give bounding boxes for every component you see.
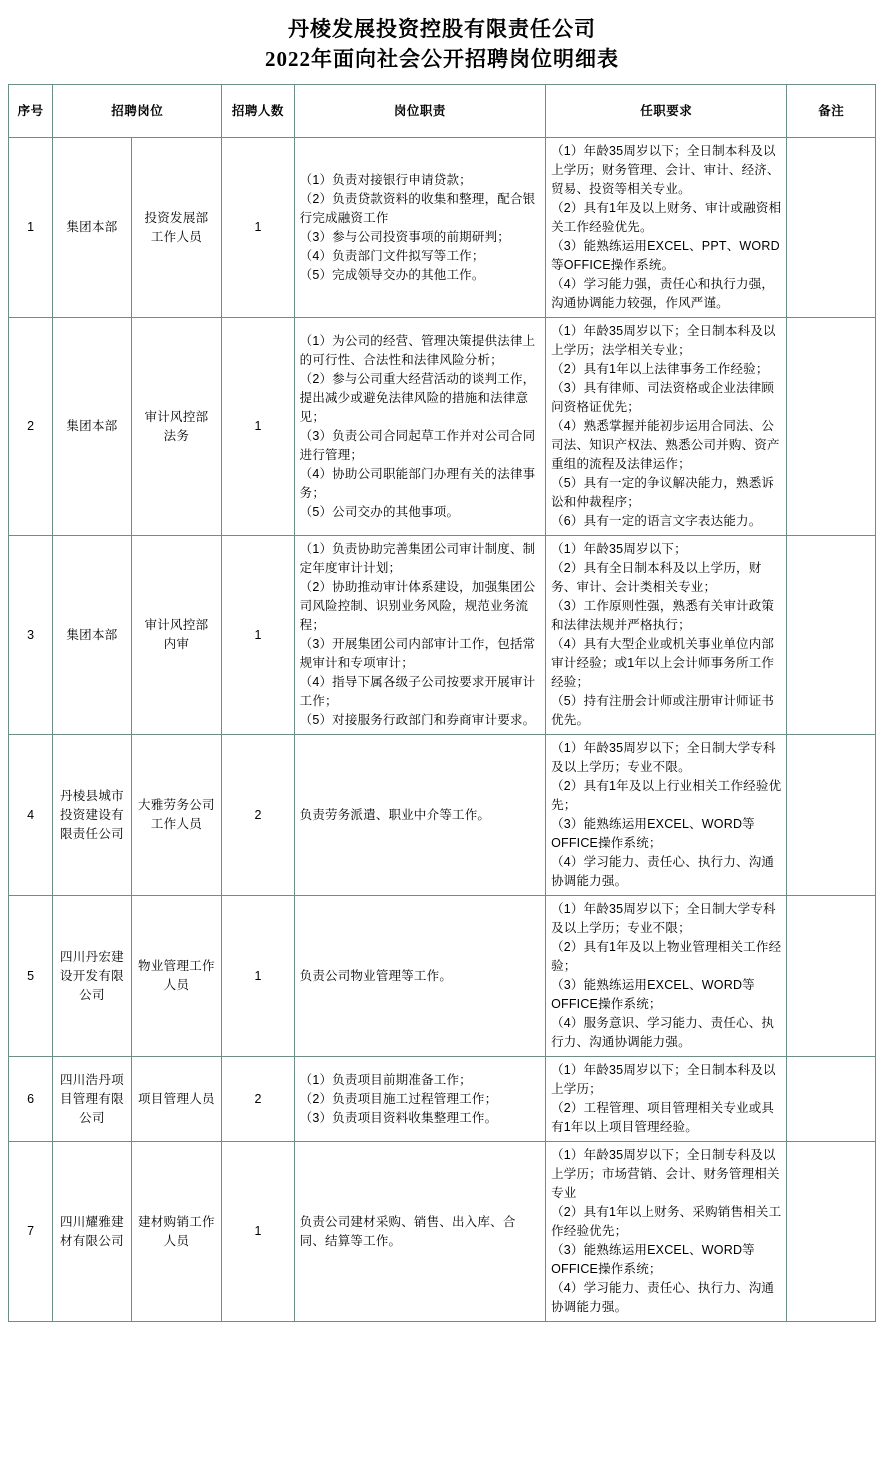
cell-line: 建材购销工作人员: [138, 1214, 215, 1248]
cell-line: 集团本部: [66, 627, 118, 642]
page-title-line2: 2022年面向社会公开招聘岗位明细表: [265, 47, 619, 71]
table-row: [9, 318, 876, 536]
cell-post: [131, 1057, 222, 1142]
cell-line: 1: [254, 968, 262, 983]
cell-duty: [294, 318, 545, 536]
cell-line: （4）学习能力、责任心、执行力、沟通协调能力强。: [551, 1281, 775, 1314]
table-row: [9, 896, 876, 1057]
cell-duty: [294, 735, 545, 896]
cell-index: [9, 138, 53, 318]
cell-line: 7: [27, 1224, 35, 1238]
cell-duty: [294, 1057, 545, 1142]
cell-line: 工作人员: [150, 229, 203, 244]
cell-note: [787, 735, 876, 896]
cell-line: 2: [27, 419, 35, 433]
cell-duty: [294, 896, 545, 1057]
cell-line: 6: [27, 1091, 35, 1106]
cell-requirement: [546, 536, 787, 735]
cell-line: （1）为公司的经营、管理决策提供法律上的可行性、合法性和法律风险分析；: [299, 333, 536, 367]
cell-index: [9, 536, 53, 735]
cell-line: （1）年龄35周岁以下；全日制大学专科及以上学历；专业不限；: [551, 902, 776, 935]
cell-line: 内审: [163, 637, 190, 651]
cell-line: （3）负责公司合同起草工作并对公司合同进行管理；: [299, 428, 536, 462]
cell-line: 3: [27, 627, 35, 642]
cell-unit: [53, 318, 131, 536]
cell-line: （4）服务意识、学习能力、责任心、执行力、沟通协调能力强。: [551, 1016, 775, 1049]
cell-line: （3）能熟练运用EXCEL、WORD等OFFICE操作系统；: [551, 817, 755, 850]
cell-line: （1）负责协助完善集团公司审计制度、制定年度审计计划；: [299, 542, 536, 575]
cell-line: （5）对接服务行政部门和券商审计要求。: [299, 713, 536, 727]
table-row: [9, 735, 876, 896]
cell-count: [222, 138, 294, 318]
cell-post: [131, 1142, 222, 1322]
cell-line: 2: [254, 1091, 262, 1106]
table-row: [9, 138, 876, 318]
cell-line: （2）负责贷款资料的收集和整理，配合银行完成融资工作: [299, 191, 536, 225]
cell-line: （4）负责部门文件拟写等工作；: [299, 248, 485, 263]
cell-line: 集团本部: [66, 419, 118, 433]
cell-count: [222, 896, 294, 1057]
cell-line: （1）年龄35周岁以下；全日制本科及以上学历；: [551, 1063, 776, 1096]
cell-note: [787, 536, 876, 735]
cell-line: （2）具有1年以上法律事务工作经验；: [551, 362, 769, 376]
cell-index: [9, 735, 53, 896]
cell-line: （2）具有1年及以上财务、审计或融资相关工作经验优先。: [551, 201, 782, 234]
cell-unit: [53, 896, 131, 1057]
cell-index: [9, 896, 53, 1057]
cell-post: [131, 735, 222, 896]
cell-requirement: [546, 138, 787, 318]
cell-line: （1）负责对接银行申请贷款；: [299, 172, 472, 187]
cell-unit: [53, 1142, 131, 1322]
cell-duty: [294, 536, 545, 735]
cell-unit: [53, 735, 131, 896]
cell-line: 1: [27, 220, 35, 234]
cell-line: （3）工作原则性强，熟悉有关审计政策和法律法规并严格执行；: [551, 599, 775, 632]
cell-line: （1）负责项目前期准备工作；: [299, 1072, 472, 1087]
cell-line: 集团本部: [66, 220, 118, 234]
column-header-requirement: 任职要求: [546, 85, 787, 138]
cell-line: 四川丹宏建设开发有限公司: [59, 949, 124, 1002]
cell-post: [131, 318, 222, 536]
table-row: [9, 536, 876, 735]
cell-line: 审计风控部: [144, 409, 209, 424]
recruitment-table: [8, 84, 876, 1322]
cell-line: （2）参与公司重大经营活动的谈判工作，提出减少或避免法律风险的措施和法律意见；: [299, 371, 536, 424]
cell-note: [787, 138, 876, 318]
column-header-post: 招聘岗位: [53, 85, 222, 138]
cell-line: （3）开展集团公司内部审计工作，包括常规审计和专项审计；: [299, 637, 536, 670]
cell-line: （6）具有一定的语言文字表达能力。: [551, 514, 762, 528]
cell-line: （2）具有1年及以上行业相关工作经验优先；: [551, 779, 782, 812]
cell-line: 5: [27, 968, 35, 983]
cell-requirement: [546, 318, 787, 536]
cell-line: 项目管理人员: [138, 1091, 215, 1106]
cell-count: [222, 318, 294, 536]
cell-line: （3）负责项目资料收集整理工作。: [299, 1110, 498, 1125]
cell-line: （2）协助推动审计体系建设，加强集团公司风险控制、识别业务风险，规范业务流程；: [299, 580, 536, 632]
cell-line: （1）年龄35周岁以下；全日制大学专科及以上学历；专业不限。: [551, 741, 776, 774]
cell-requirement: [546, 896, 787, 1057]
cell-count: [222, 536, 294, 735]
column-header-count: 招聘人数: [222, 85, 294, 138]
page-title: [8, 10, 876, 76]
cell-line: 1: [254, 627, 262, 642]
cell-duty: [294, 138, 545, 318]
cell-unit: [53, 1057, 131, 1142]
cell-note: [787, 318, 876, 536]
cell-requirement: [546, 1057, 787, 1142]
column-header-note: 备注: [787, 85, 876, 138]
cell-count: [222, 1057, 294, 1142]
column-header-index: 序号: [9, 85, 53, 138]
page-title-line1: 丹棱发展投资控股有限责任公司: [288, 17, 596, 41]
cell-line: 1: [254, 1224, 262, 1238]
cell-line: 负责劳务派遣、职业中介等工作。: [299, 807, 491, 822]
cell-line: （2）负责项目施工过程管理工作；: [299, 1091, 498, 1106]
cell-line: 负责公司物业管理等工作。: [299, 968, 453, 983]
cell-line: （1）年龄35周岁以下；全日制本科及以上学历；法学相关专业；: [551, 324, 776, 357]
cell-line: 4: [27, 807, 35, 822]
table-header: [9, 85, 876, 138]
cell-line: （2）具有1年及以上物业管理相关工作经验；: [551, 940, 782, 973]
cell-line: （4）具有大型企业或机关事业单位内部审计经验；或1年以上会计师事务所工作经验；: [551, 637, 775, 689]
column-header-duty: 岗位职责: [294, 85, 545, 138]
cell-unit: [53, 536, 131, 735]
cell-line: （5）具有一定的争议解决能力，熟悉诉讼和仲裁程序；: [551, 476, 775, 509]
table-row: [9, 1057, 876, 1142]
cell-line: 四川耀雅建材有限公司: [59, 1214, 124, 1248]
cell-line: （3）具有律师、司法资格或企业法律顾问资格证优先；: [551, 381, 775, 414]
cell-post: [131, 896, 222, 1057]
cell-line: 法务: [163, 428, 190, 443]
cell-index: [9, 1142, 53, 1322]
cell-requirement: [546, 1142, 787, 1322]
cell-line: 审计风控部: [144, 618, 209, 632]
cell-line: 投资发展部: [144, 210, 209, 225]
cell-line: （2）具有全日制本科及以上学历，财务、审计、会计类相关专业；: [551, 561, 762, 594]
cell-line: （3）能熟练运用EXCEL、PPT、WORD等OFFICE操作系统。: [551, 239, 780, 272]
cell-post: [131, 138, 222, 318]
table-body: [9, 138, 876, 1322]
cell-count: [222, 1142, 294, 1322]
cell-line: 物业管理工作人员: [138, 959, 215, 992]
cell-line: （1）年龄35周岁以下；全日制专科及以上学历；市场营销、会计、财务管理相关专业: [551, 1148, 780, 1200]
cell-line: 1: [254, 220, 262, 234]
cell-post: [131, 536, 222, 735]
cell-unit: [53, 138, 131, 318]
table-header-row: [9, 85, 876, 138]
cell-line: 四川浩丹项目管理有限公司: [59, 1072, 124, 1125]
cell-index: [9, 318, 53, 536]
cell-note: [787, 1057, 876, 1142]
cell-duty: [294, 1142, 545, 1322]
cell-line: （5）持有注册会计师或注册审计师证书优先。: [551, 694, 775, 727]
cell-line: （2）具有1年以上财务、采购销售相关工作经验优先；: [551, 1205, 782, 1238]
cell-line: （4）指导下属各级子公司按要求开展审计工作；: [299, 675, 536, 708]
cell-line: 1: [254, 419, 262, 433]
cell-line: （4）学习能力强，责任心和执行力强，沟通协调能力较强，作风严谨。: [551, 277, 775, 310]
cell-count: [222, 735, 294, 896]
cell-line: 大雅劳务公司工作人员: [138, 798, 215, 831]
cell-line: （1）年龄35周岁以下；: [551, 542, 687, 556]
cell-line: （3）能熟练运用EXCEL、WORD等OFFICE操作系统；: [551, 978, 755, 1011]
cell-line: 负责公司建材采购、销售、出入库、合同、结算等工作。: [299, 1214, 516, 1248]
cell-line: （5）完成领导交办的其他工作。: [299, 267, 485, 282]
cell-line: （1）年龄35周岁以下；全日制本科及以上学历；财务管理、会计、审计、经济、贸易、投资等相关专业。: [551, 144, 780, 196]
cell-requirement: [546, 735, 787, 896]
cell-note: [787, 1142, 876, 1322]
cell-line: （3）能熟练运用EXCEL、WORD等OFFICE操作系统；: [551, 1243, 755, 1276]
cell-line: （5）公司交办的其他事项。: [299, 504, 460, 519]
cell-note: [787, 896, 876, 1057]
cell-line: （4）协助公司职能部门办理有关的法律事务；: [299, 466, 536, 500]
cell-line: 2: [254, 807, 262, 822]
cell-line: （4）学习能力、责任心、执行力、沟通协调能力强。: [551, 855, 775, 888]
cell-line: 丹棱县城市投资建设有限责任公司: [59, 788, 124, 841]
cell-line: （2）工程管理、项目管理相关专业或具有1年以上项目管理经验。: [551, 1101, 775, 1134]
cell-line: （3）参与公司投资事项的前期研判；: [299, 229, 510, 244]
cell-line: （4）熟悉掌握并能初步运用合同法、公司法、知识产权法、熟悉公司并购、资产重组的流程及法律运作；: [551, 419, 780, 471]
cell-index: [9, 1057, 53, 1142]
table-row: [9, 1142, 876, 1322]
